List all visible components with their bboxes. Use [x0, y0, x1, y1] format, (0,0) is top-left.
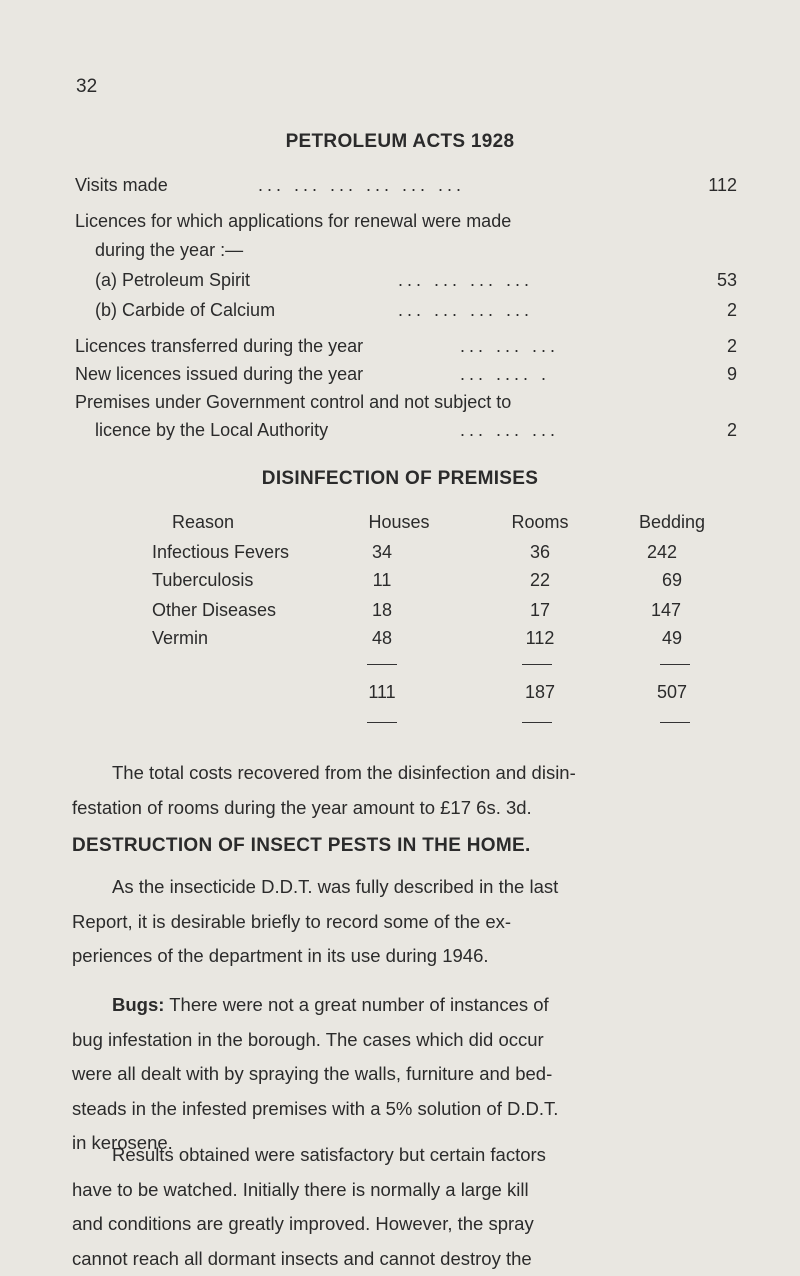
transferred-dots: ... ... ... [460, 336, 559, 357]
intro-line: Report, it is desirable briefly to record some of the ex- [72, 905, 732, 940]
row-rooms: 112 [490, 628, 590, 649]
licences-label-1: Licences for which applications for renewal were made [75, 211, 511, 232]
intro-line: periences of the department in its use during 1946. [72, 939, 732, 974]
results-line: have to be watched. Initially there is normally a large kill [72, 1173, 732, 1208]
premises-dots: ... ... ... [460, 420, 559, 441]
new-licences-label: New licences issued during the year [75, 364, 363, 385]
note-line: festation of rooms during the year amount to £17 6s. 3d. [72, 791, 732, 826]
transferred-value: 2 [677, 336, 737, 357]
divider [660, 722, 690, 723]
row-rooms: 36 [490, 542, 590, 563]
results-line: cannot reach all dormant insects and cannot destroy the [72, 1242, 732, 1276]
bugs-label: Bugs: [112, 994, 164, 1015]
row-houses: 48 [332, 628, 432, 649]
visits-label: Visits made [75, 175, 168, 196]
new-licences-value: 9 [677, 364, 737, 385]
row-reason: Vermin [152, 628, 208, 649]
divider [522, 664, 552, 665]
row-reason: Other Diseases [152, 600, 276, 621]
total-rooms: 187 [490, 682, 590, 703]
header-houses: Houses [349, 512, 449, 533]
row-houses: 34 [332, 542, 432, 563]
bugs-line: There were not a great number of instances of [169, 994, 548, 1015]
results-line: Results obtained were satisfactory but certain factors [72, 1138, 732, 1173]
bugs-line: in kerosene. [72, 1126, 732, 1161]
divider [367, 664, 397, 665]
petroleum-spirit-label: (a) Petroleum Spirit [95, 270, 250, 291]
header-bedding: Bedding [622, 512, 722, 533]
divider [522, 722, 552, 723]
header-rooms: Rooms [490, 512, 590, 533]
visits-value: 112 [677, 175, 737, 196]
visits-dots: ... ... ... ... ... ... [258, 175, 465, 196]
premises-value: 2 [677, 420, 737, 441]
results-paragraph [72, 1138, 732, 1276]
results-line: and conditions are greatly improved. However, the spray [72, 1207, 732, 1242]
licences-label-2: during the year :— [95, 240, 243, 261]
row-bedding: 147 [616, 600, 716, 621]
row-bedding: 69 [622, 570, 722, 591]
petroleum-spirit-value: 53 [677, 270, 737, 291]
bugs-line: were all dealt with by spraying the walls, furniture and bed- [72, 1057, 732, 1092]
page-number: 32 [76, 76, 97, 98]
carbide-label: (b) Carbide of Calcium [95, 300, 275, 321]
note-line: The total costs recovered from the disinfection and disin- [72, 756, 732, 791]
total-bedding: 507 [622, 682, 722, 703]
row-houses: 18 [332, 600, 432, 621]
new-licences-dots: ... .... . [460, 364, 550, 385]
header-reason: Reason [172, 512, 234, 533]
disinfection-title: DISINFECTION OF PREMISES [0, 468, 800, 490]
divider [660, 664, 690, 665]
intro-line: As the insecticide D.D.T. was fully described in the last [72, 870, 732, 905]
destruction-title: DESTRUCTION OF INSECT PESTS IN THE HOME. [72, 835, 531, 857]
bugs-paragraph [72, 988, 732, 1161]
petroleum-spirit-dots: ... ... ... ... [398, 270, 533, 291]
divider [367, 722, 397, 723]
row-reason: Tuberculosis [152, 570, 253, 591]
row-reason: Infectious Fevers [152, 542, 289, 563]
carbide-dots: ... ... ... ... [398, 300, 533, 321]
row-rooms: 17 [490, 600, 590, 621]
row-rooms: 22 [490, 570, 590, 591]
row-bedding: 49 [622, 628, 722, 649]
intro-paragraph [72, 870, 732, 974]
premises-label-1: Premises under Government control and not subject to [75, 392, 511, 413]
disinfection-note [72, 756, 732, 825]
transferred-label: Licences transferred during the year [75, 336, 363, 357]
row-houses: 11 [332, 570, 432, 591]
carbide-value: 2 [677, 300, 737, 321]
bugs-line: bug infestation in the borough. The cases which did occur [72, 1023, 732, 1058]
row-bedding: 242 [612, 542, 712, 563]
premises-label-2: licence by the Local Authority [95, 420, 328, 441]
bugs-line: steads in the infested premises with a 5% solution of D.D.T. [72, 1092, 732, 1127]
total-houses: 111 [332, 682, 432, 703]
petroleum-title: PETROLEUM ACTS 1928 [0, 131, 800, 153]
